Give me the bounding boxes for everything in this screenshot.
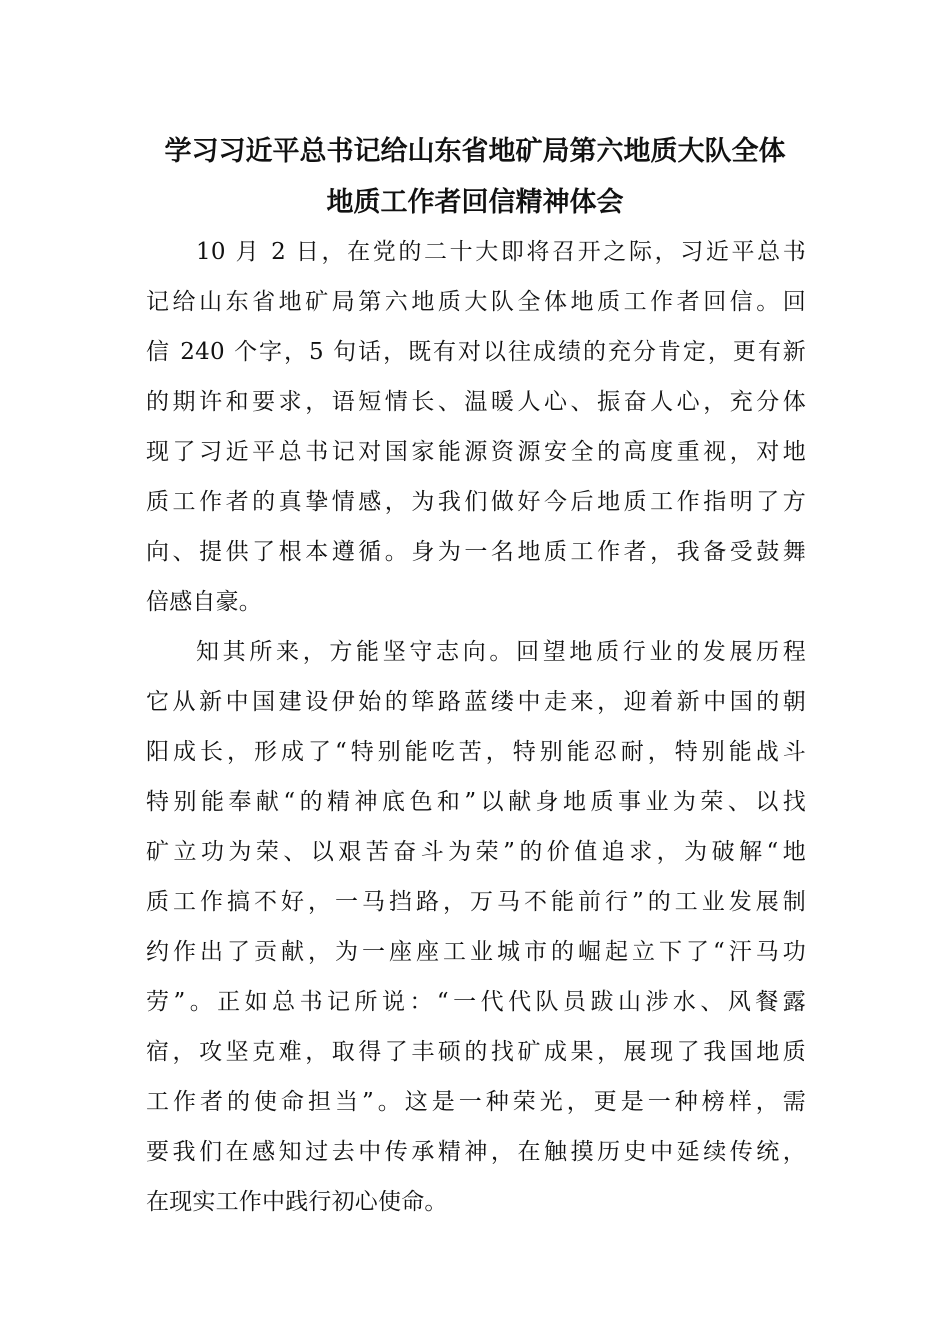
paragraph-2-line: 要我们在感知过去中传承精神，在触摸历史中延续传统， <box>146 1139 806 1165</box>
document-title-line-1: 学习习近平总书记给山东省地矿局第六地质大队全体 <box>164 136 786 167</box>
paragraph-2-line: 约作出了贡献，为一座座工业城市的崛起立下了“汗马功 <box>146 939 806 965</box>
paragraph-1-line: 倍感自豪。 <box>146 589 262 615</box>
paragraph-1-line: 质工作者的真挚情感，为我们做好今后地质工作指明了方 <box>146 489 806 515</box>
paragraph-1-line: 信 240 个字，5 句话，既有对以往成绩的充分肯定，更有新 <box>146 339 806 365</box>
paragraph-2-line: 它从新中国建设伊始的筚路蓝缕中走来，迎着新中国的朝 <box>146 689 806 715</box>
paragraph-2-line: 质工作搞不好，一马挡路，万马不能前行”的工业发展制 <box>146 889 806 915</box>
paragraph-2-line: 特别能奉献“的精神底色和”以献身地质事业为荣、以找 <box>146 789 806 815</box>
paragraph-2-line: 矿立功为荣、以艰苦奋斗为荣”的价值追求，为破解“地 <box>146 839 806 865</box>
paragraph-1-line: 向、提供了根本遵循。身为一名地质工作者，我备受鼓舞 <box>146 539 806 565</box>
paragraph-2-line: 知其所来，方能坚守志向。回望地质行业的发展历程 <box>196 639 806 665</box>
paragraph-2-line: 阳成长，形成了“特别能吃苦，特别能忍耐，特别能战斗 <box>146 739 806 765</box>
document-title-line-2: 地质工作者回信精神体会 <box>326 187 624 218</box>
paragraph-1-line: 10 月 2 日，在党的二十大即将召开之际，习近平总书 <box>196 239 806 265</box>
paragraph-2-line: 在现实工作中践行初心使命。 <box>146 1189 448 1215</box>
paragraph-2-line: 工作者的使命担当”。这是一种荣光，更是一种榜样，需 <box>146 1089 806 1115</box>
paragraph-1-line: 的期许和要求，语短情长、温暖人心、振奋人心，充分体 <box>146 389 806 415</box>
paragraph-1-line: 现了习近平总书记对国家能源资源安全的高度重视，对地 <box>146 439 806 465</box>
paragraph-2-line: 劳”。正如总书记所说：“一代代队员跋山涉水、风餐露 <box>146 989 806 1015</box>
paragraph-1-line: 记给山东省地矿局第六地质大队全体地质工作者回信。回 <box>146 289 806 315</box>
paragraph-2-line: 宿，攻坚克难，取得了丰硕的找矿成果，展现了我国地质 <box>146 1039 806 1065</box>
